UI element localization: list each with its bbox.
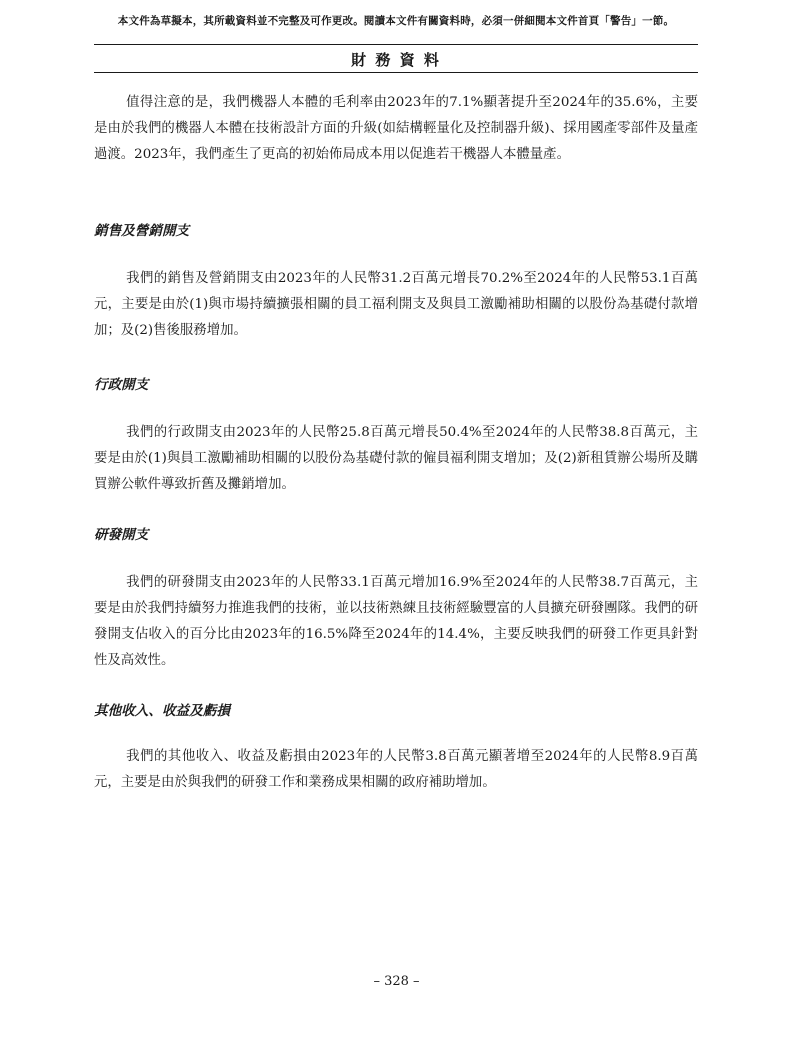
draft-disclaimer: 本文件為草擬本，其所載資料並不完整及可作更改。閱讀本文件有關資料時，必須一併細閱本文件首頁「警告」一節。 — [117, 15, 675, 27]
admin-expenses-heading: 行政開支 — [94, 377, 149, 393]
admin-expenses-paragraph: 我們的行政開支由2023年的人民幣25.8百萬元增長50.4%至2024年的人民幣38.8百萬元，主要是由於(1)與員工激勵補助相關的以股份為基礎付款的僱員福利開支增加；及(2)新租賃辦公場所及購買辦公軟件導致折舊及攤銷增加。 — [94, 425, 698, 492]
rd-expenses-paragraph: 我們的研發開支由2023年的人民幣33.1百萬元增加16.9%至2024年的人民幣38.7百萬元，主要是由於我們持續努力推進我們的技術，並以技術熟練且技術經驗豐富的人員擴充研發團隊。我們的研發開支佔收入的百分比由2023年的16.5%降至2024年的14.4%，主要反映我們的研發工作更具針對性及高效性。 — [94, 575, 698, 668]
header-rule-top — [94, 44, 698, 45]
other-income-paragraph: 我們的其他收入、收益及虧損由2023年的人民幣3.8百萬元顯著增至2024年的人民幣8.9百萬元，主要是由於與我們的研發工作和業務成果相關的政府補助增加。 — [94, 749, 698, 790]
header-rule-bottom — [94, 72, 698, 73]
other-income-heading: 其他收入、收益及虧損 — [94, 703, 230, 719]
gross-margin-paragraph: 值得注意的是，我們機器人本體的毛利率由2023年的7.1%顯著提升至2024年的35.6%，主要是由於我們的機器人本體在技術設計方面的升級(如結構輕量化及控制器升級)、採用國產零部件及量產過渡。2023年，我們產生了更高的初始佈局成本用以促進若干機器人本體量產。 — [94, 95, 698, 162]
selling-expenses-paragraph: 我們的銷售及營銷開支由2023年的人民幣31.2百萬元增長70.2%至2024年的人民幣53.1百萬元，主要是由於(1)與市場持續擴張相關的員工福利開支及與員工激勵補助相關的以股份為基礎付款增加；及(2)售後服務增加。 — [94, 271, 698, 338]
selling-expenses-heading: 銷售及營銷開支 — [94, 223, 190, 239]
page-number: – 328 – — [373, 974, 420, 989]
page-title: 財 務 資 料 — [351, 51, 441, 69]
rd-expenses-heading: 研發開支 — [94, 527, 149, 543]
